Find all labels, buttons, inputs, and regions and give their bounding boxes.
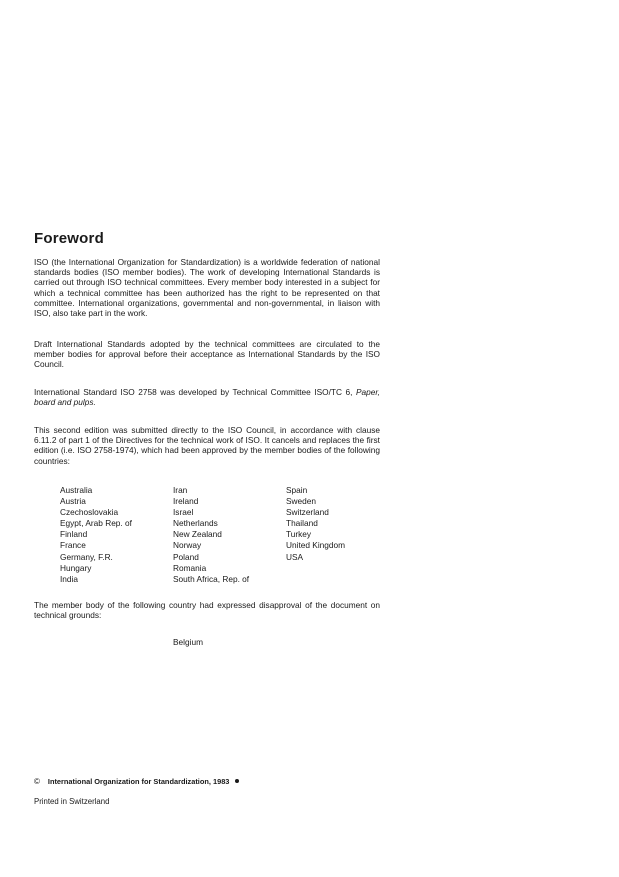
list-item: Turkey xyxy=(286,529,312,540)
list-item: France xyxy=(60,540,86,551)
list-item: Iran xyxy=(173,485,188,495)
foreword-paragraph-edition: This second edition was submitted directly to the ISO Council, in accordance with clause 6.11.2 of part 1 of the Directives for the technical work of ISO. It cancels and replaces the first edition (i.e. ISO 2758-1974), which had been approved by the member bodies of the following countries: xyxy=(34,425,380,466)
list-item: Romania xyxy=(173,562,207,573)
list-item: Australia xyxy=(60,485,93,495)
bullet-icon xyxy=(235,779,239,783)
list-item: Ireland xyxy=(173,496,199,507)
committee-title: Paper, board and pulps. xyxy=(34,387,380,408)
foreword-paragraph-draft-standards: Draft International Standards adopted by the technical committees are circulated to the member bodies for approval before their acceptance as International Standards by the ISO Council. xyxy=(34,339,380,370)
list-item: Hungary xyxy=(60,562,92,573)
list-item: South Africa, Rep. of xyxy=(173,573,250,584)
list-item: Israel xyxy=(173,507,194,518)
list-item: United Kingdom xyxy=(286,540,346,551)
list-item: Netherlands xyxy=(173,518,218,529)
countries-column-1 xyxy=(60,485,132,585)
countries-column-2 xyxy=(173,485,249,585)
foreword-paragraph-development xyxy=(34,387,380,407)
development-statement: International Standard ISO 2758 was developed by Technical Committee ISO/TC 6, xyxy=(34,387,353,397)
list-item: Finland xyxy=(60,529,88,540)
list-item: India xyxy=(60,573,78,584)
list-item: New Zealand xyxy=(173,529,222,540)
list-item: Switzerland xyxy=(286,507,329,518)
list-item: Germany, F.R. xyxy=(60,551,113,562)
countries-column-3 xyxy=(286,485,345,563)
list-item: Austria xyxy=(60,496,86,507)
copyright-notice xyxy=(34,777,239,786)
page-title: Foreword xyxy=(34,230,104,247)
copyright-icon: © xyxy=(34,777,40,786)
foreword-paragraph-disapproval: The member body of the following country had expressed disapproval of the document on technical grounds: xyxy=(34,600,380,621)
list-item: Spain xyxy=(286,485,308,495)
list-item: USA xyxy=(286,551,304,562)
list-item: Egypt, Arab Rep. of xyxy=(60,518,132,529)
list-item: Poland xyxy=(173,551,199,562)
printed-location: Printed in Switzerland xyxy=(34,797,110,806)
list-item: Thailand xyxy=(286,518,318,529)
foreword-paragraph-iso-description: ISO (the International Organization for Standardization) is a worldwide federation of national standards bodies (ISO member bodies). The work of developing International Standards is carried out through ISO technical committees. Every member body interested in a subject for which a technical committee has been authorized has the right to be represented on that committee. International organizations, governmental and non-governmental, in liaison with ISO, also take part in the work. xyxy=(34,257,380,319)
disapproving-country: Belgium xyxy=(173,637,203,647)
copyright-text: International Organization for Standardization, 1983 xyxy=(47,777,230,786)
list-item: Sweden xyxy=(286,496,316,507)
list-item: Czechoslovakia xyxy=(60,507,119,518)
list-item: Norway xyxy=(173,540,202,551)
